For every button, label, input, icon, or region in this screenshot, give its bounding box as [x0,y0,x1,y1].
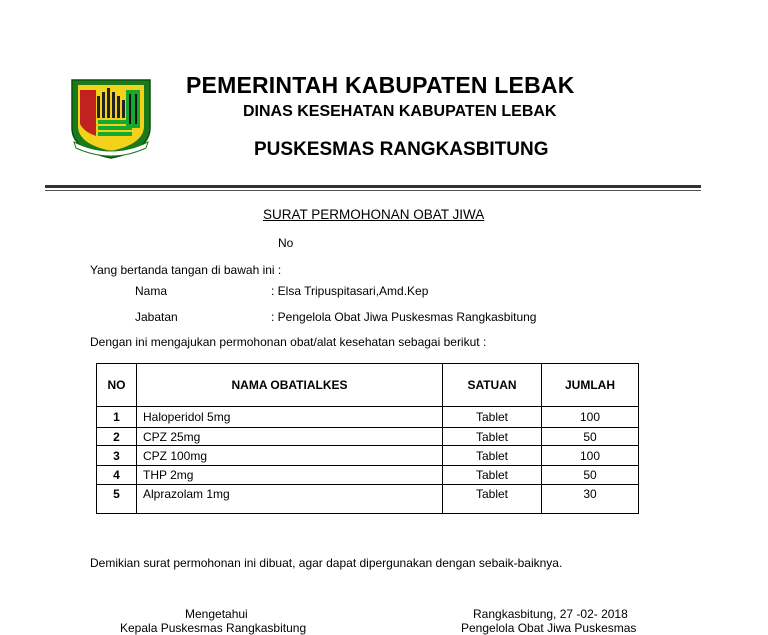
letterhead-divider-thin [45,190,701,191]
table-row [97,466,639,485]
signature-left-line2: Kepala Puskesmas Rangkasbitung [120,621,307,635]
cell-unit: Tablet [443,466,542,485]
cell-unit: Tablet [443,428,542,446]
table-row [97,446,639,466]
medication-table [96,363,639,514]
cell-no: 2 [97,428,137,446]
cell-name: CPZ 25mg [137,428,443,446]
position-value: : Pengelola Obat Jiwa Puskesmas Rangkasbitung [271,310,537,324]
cell-qty: 50 [542,466,639,485]
col-header-qty: JUMLAH [542,364,639,407]
cell-name: THP 2mg [137,466,443,485]
name-label: Nama [135,284,168,298]
intro-text: Yang bertanda tangan di bawah ini : [90,263,282,277]
table-row [97,407,639,428]
letterhead-divider-thick [45,185,701,188]
cell-name: Haloperidol 5mg [137,407,443,428]
cell-qty: 100 [542,446,639,466]
table-row [97,428,639,446]
cell-qty: 100 [542,407,639,428]
cell-no: 5 [97,485,137,514]
cell-no: 4 [97,466,137,485]
cell-unit: Tablet [443,446,542,466]
cell-no: 3 [97,446,137,466]
col-header-no: NO [97,364,137,407]
letterhead-health-office: DINAS KESEHATAN KABUPATEN LEBAK [243,103,557,120]
cell-unit: Tablet [443,485,542,514]
closing-text: Demikian surat permohonan ini dibuat, agar dapat dipergunakan dengan sebaik-baiknya. [90,556,563,570]
cell-unit: Tablet [443,407,542,428]
name-value: : Elsa Tripuspitasari,Amd.Kep [271,284,429,298]
cell-name: Alprazolam 1mg [137,485,443,514]
letterhead-health-center: PUSKESMAS RANGKASBITUNG [254,139,549,160]
letter-number-label: No [278,236,294,250]
table-header-row [97,364,639,407]
cell-name: CPZ 100mg [137,446,443,466]
regency-emblem-logo [66,76,156,160]
col-header-unit: SATUAN [443,364,542,407]
letter-title: SURAT PERMOHONAN OBAT JIWA [263,207,485,222]
table-row [97,485,639,514]
request-text: Dengan ini mengajukan permohonan obat/alat kesehatan sebagai berikut : [90,335,487,349]
position-label: Jabatan [135,310,178,324]
cell-qty: 50 [542,428,639,446]
col-header-name: NAMA OBATIALKES [137,364,443,407]
signature-right-line2: Pengelola Obat Jiwa Puskesmas [461,621,637,635]
cell-no: 1 [97,407,137,428]
letterhead-government: PEMERINTAH KABUPATEN LEBAK [186,72,575,98]
signature-right-date: Rangkasbitung, 27 -02- 2018 [473,607,628,621]
signature-left-line1: Mengetahui [185,607,248,621]
cell-qty: 30 [542,485,639,514]
